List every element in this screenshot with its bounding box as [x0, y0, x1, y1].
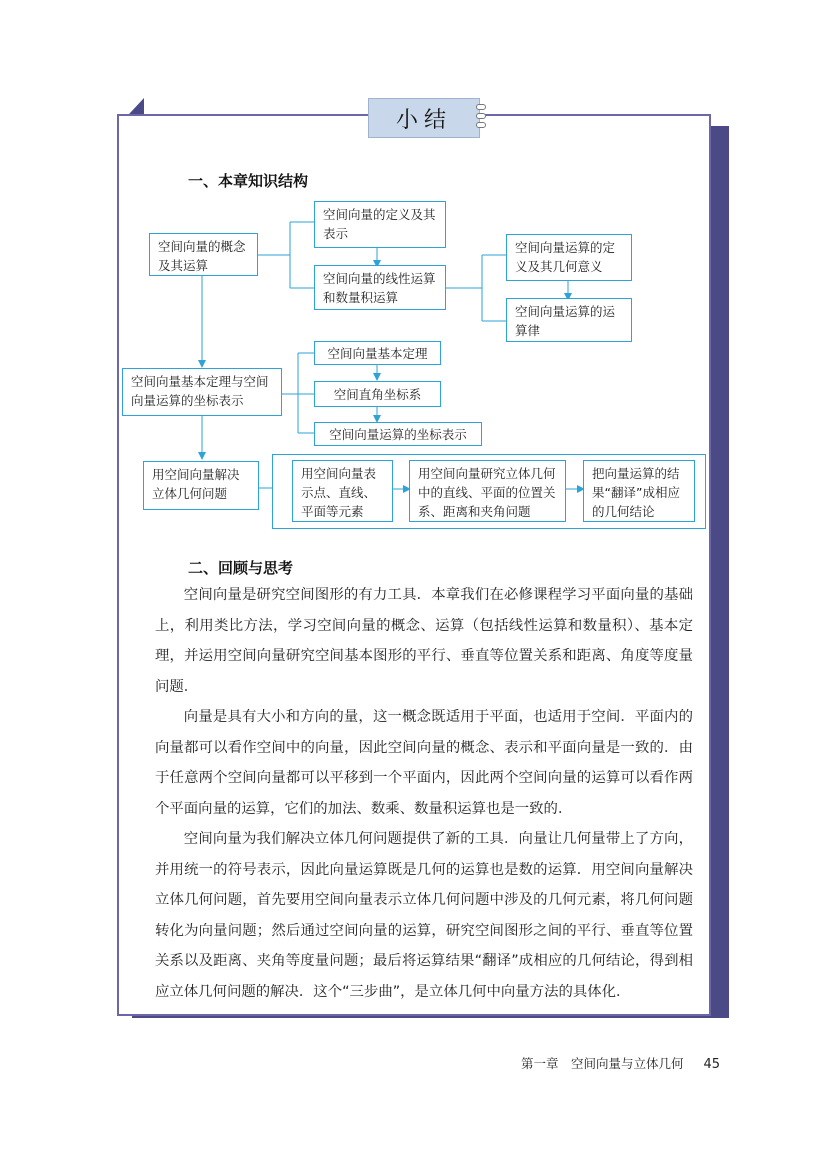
- page-number: 45: [703, 1057, 720, 1072]
- box-basic-theorem-coordinates: 空间向量基本定理与空间向量运算的坐标表示: [122, 368, 282, 416]
- box-study-relations: 用空间向量研究立体几何中的直线、平面的位置关系、距离和夹角问题: [409, 460, 566, 522]
- box-operation-laws: 空间向量运算的运算律: [506, 298, 632, 342]
- paragraph-1: 空间向量是研究空间图形的有力工具．本章我们在必修课程学习平面向量的基础上，利用类比方法，学习空间向量的概念、运算（包括线性运算和数量积）、基本定理，并运用空间向量研究空间基本图形的平行、垂直等位置关系和距离、角度等度量问题．: [155, 587, 693, 695]
- box-solve-solid-geometry: 用空间向量解决立体几何问题: [143, 461, 259, 510]
- box-represent-elements: 用空间向量表示点、直线、平面等元素: [292, 460, 393, 522]
- binder-ring-icon: [476, 104, 486, 110]
- box-translate-results: 把向量运算的结果“翻译”成相应的几何结论: [583, 460, 695, 522]
- chapter-title: 第一章 空间向量与立体几何: [520, 1056, 684, 1071]
- box-concept-operations: 空间向量的概念及其运算: [149, 233, 258, 276]
- section-title-review: 二、回顾与思考: [188, 559, 294, 577]
- binder-ring-icon: [476, 113, 486, 119]
- box-linear-and-dot-operations: 空间向量的线性运算和数量积运算: [314, 265, 446, 310]
- box-operation-definition-meaning: 空间向量运算的定义及其几何意义: [506, 234, 632, 281]
- section-title-structure: 一、本章知识结构: [188, 172, 309, 190]
- paragraph-3: 空间向量为我们解决立体几何问题提供了新的工具．向量让几何量带上了方向，并用统一的符号表示，因此向量运算既是几何的运算也是数的运算．用空间向量解决立体几何问题，首先要用空间向量表示立体几何问题中涉及的几何元素，将几何问题转化为向量问题；然后通过空间向量的运算，研究空间图形之间的平行、垂直等位置关系以及距离、夹角等度量问题；最后将运算结果“翻译”成相应的几何结论，得到相应立体几何问题的解决．这个“三步曲”，是立体几何中向量方法的具体化．: [155, 831, 693, 1000]
- paragraph-2: 向量是具有大小和方向的量，这一概念既适用于平面，也适用于空间．平面内的向量都可以看作空间中的向量，因此空间向量的概念、表示和平面向量是一致的．由于任意两个空间向量都可以平移到一个平面内，因此两个空间向量的运算可以看作两个平面向量的运算，它们的加法、数乘、数量积运算也是一致的．: [155, 709, 693, 817]
- binder-ring-icon: [476, 122, 486, 128]
- box-basic-theorem: 空间向量基本定理: [314, 341, 441, 365]
- box-definition-representation: 空间向量的定义及其表示: [314, 201, 446, 248]
- page-title: 小结: [368, 98, 480, 138]
- page-footer: [521, 1054, 720, 1072]
- box-coordinate-representation: 空间向量运算的坐标表示: [314, 422, 482, 446]
- box-rectangular-coordinates: 空间直角坐标系: [314, 381, 441, 407]
